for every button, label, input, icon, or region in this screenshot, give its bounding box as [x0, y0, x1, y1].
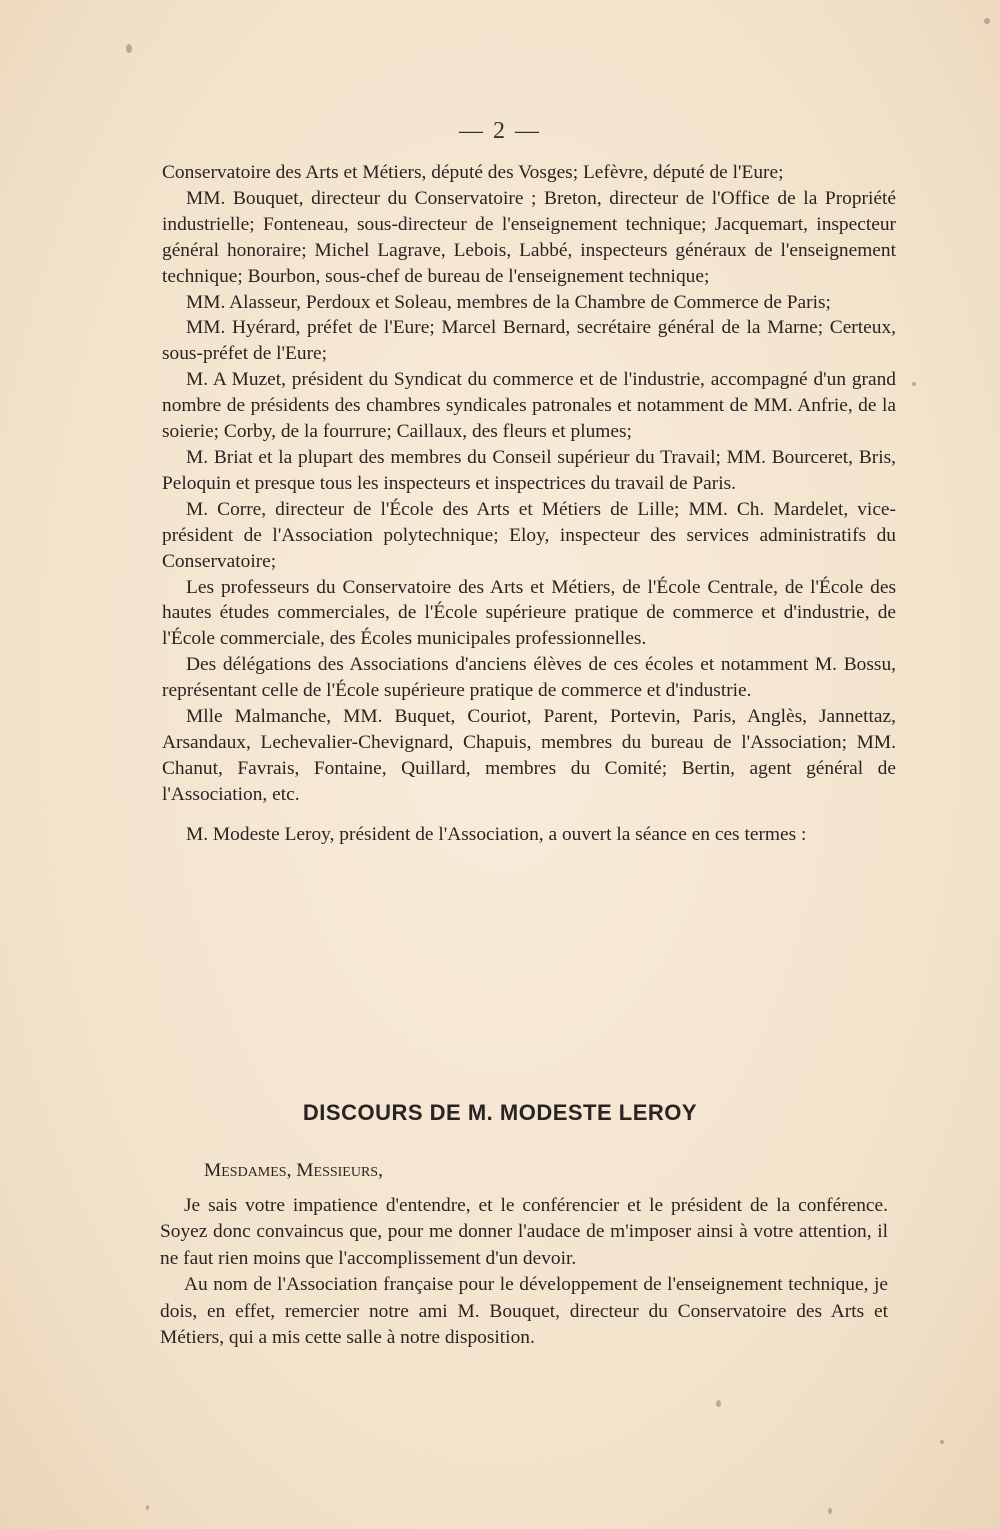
- speech-text: [160, 1158, 888, 1352]
- page-number: — 2 —: [459, 118, 541, 144]
- paper-speck: [940, 1440, 944, 1444]
- paper-speck: [912, 382, 916, 386]
- paragraph-1: Conservatoire des Arts et Métiers, député des Vosges; Lefèvre, député de l'Eure;: [162, 162, 784, 183]
- speech-paragraph-1: Je sais votre impatience d'entendre, et le conférencier et le président de la conférence. Soyez donc convaincus que, pour me donner l'audace de m'imposer ainsi à votre attention, il ne faut rien moins que l'accomplissement d'un devoir.: [160, 1194, 888, 1269]
- paragraph-8: Les professeurs du Conservatoire des Arts et Métiers, de l'École Centrale, de l'École des hautes études commerciales, de l'École supérieure pratique de commerce et d'industrie, de l'École commerciale, des Écoles municipales professionnelles.: [162, 576, 896, 650]
- paragraph-10: Mlle Malmanche, MM. Buquet, Couriot, Parent, Portevin, Paris, Anglès, Jannettaz, Arsandaux, Lechevalier-Chevignard, Chapuis, membres du bureau de l'Association; MM. Chanut, Favrais, Fontaine, Quillard, membres du Comité; Bertin, agent général de l'Association, etc.: [162, 706, 896, 805]
- paragraph-3: MM. Alasseur, Perdoux et Soleau, membres de la Chambre de Commerce de Paris;: [186, 291, 831, 313]
- paragraph-11: M. Modeste Leroy, président de l'Association, a ouvert la séance en ces termes :: [186, 823, 807, 845]
- section-heading: DISCOURS DE M. MODESTE LEROY: [302, 1100, 698, 1125]
- paper-speck: [984, 18, 990, 24]
- paper-speck: [828, 1508, 832, 1514]
- attendee-list: [162, 160, 896, 848]
- speech-paragraph-2: Au nom de l'Association française pour le développement de l'enseignement technique, je dois, en effet, remercier notre ami M. Bouquet, directeur du Conservatoire des Arts et Métiers, qui a mis cette salle à notre disposition.: [160, 1274, 888, 1348]
- paragraph-2: MM. Bouquet, directeur du Conservatoire ; Breton, directeur de l'Office de la Propriété industrielle; Fonteneau, sous-directeur de l'enseignement technique; Jacquemart, inspecteur général honoraire; Michel Lagrave, Lebois, Labbé, inspecteurs généraux de l'enseignement technique; Bourbon, sous-chef de bureau de l'enseignement technique;: [162, 187, 896, 287]
- paragraph-7: M. Corre, directeur de l'École des Arts et Métiers de Lille; MM. Ch. Mardelet, vice-président de l'Association polytechnique; Eloy, inspecteur des services administratifs du Conservatoire;: [162, 498, 896, 572]
- paper-speck: [146, 1505, 149, 1510]
- paragraph-5: M. A Muzet, président du Syndicat du commerce et de l'industrie, accompagné d'un grand nombre de présidents des chambres syndicales patronales et notamment de MM. Anfrie, de la soierie; Corby, de la fourrure; Caillaux, des fleurs et plumes;: [162, 369, 896, 443]
- paper-speck: [126, 44, 132, 53]
- salutation: Mesdames, Messieurs,: [204, 1160, 383, 1181]
- paragraph-6: M. Briat et la plupart des membres du Conseil supérieur du Travail; MM. Bourceret, Bris, Peloquin et presque tous les inspecteurs et inspectrices du travail de Paris.: [162, 446, 896, 494]
- paper-speck: [716, 1400, 721, 1407]
- paragraph-9: Des délégations des Associations d'anciens élèves de ces écoles et notamment M. Bossu, représentant celle de l'École supérieure pratique de commerce et d'industrie.: [162, 654, 896, 702]
- paragraph-4: MM. Hyérard, préfet de l'Eure; Marcel Bernard, secrétaire général de la Marne; Certeux, sous-préfet de l'Eure;: [162, 317, 896, 365]
